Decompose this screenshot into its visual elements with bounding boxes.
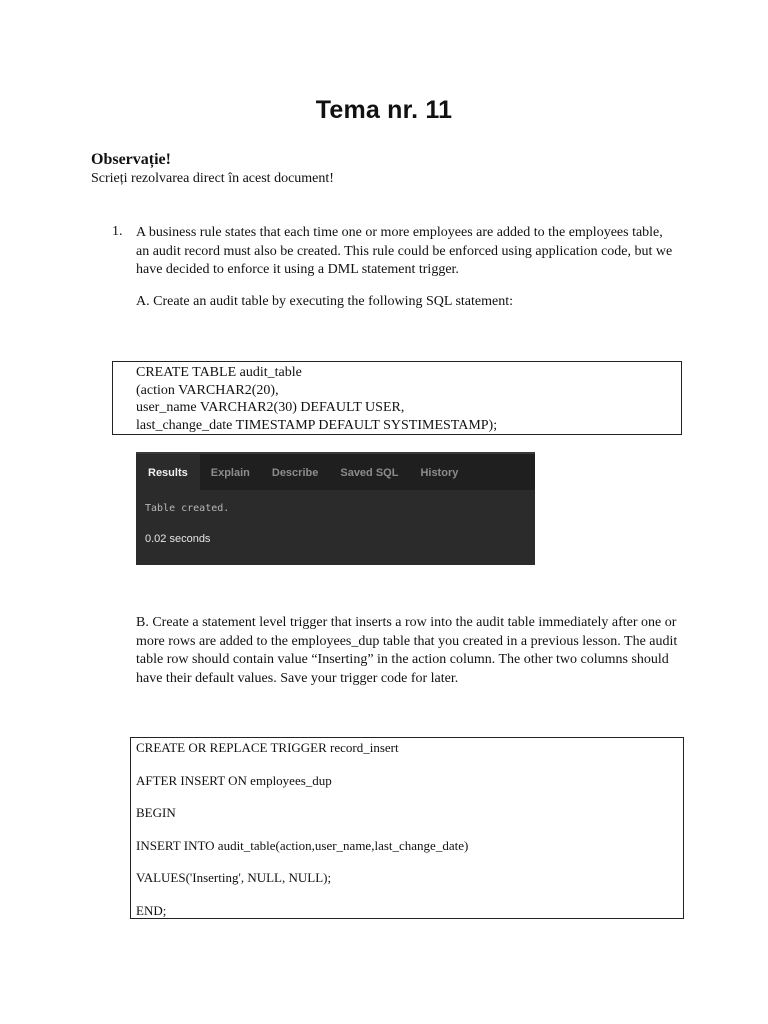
code-line: (action VARCHAR2(20), xyxy=(136,382,279,398)
observation-heading: Observație! xyxy=(91,151,171,168)
code-line: AFTER INSERT ON employees_dup xyxy=(136,772,332,788)
tab-explain[interactable]: Explain xyxy=(210,467,250,479)
part-a-instruction: A. Create an audit table by executing the following SQL statement: xyxy=(136,294,513,309)
results-tab-bar xyxy=(136,452,535,490)
tab-history[interactable]: History xyxy=(420,467,459,479)
tab-describe[interactable]: Describe xyxy=(271,467,319,479)
sql-results-panel xyxy=(136,452,535,565)
question-number: 1. xyxy=(112,224,123,239)
code-line: user_name VARCHAR2(30) DEFAULT USER, xyxy=(136,400,405,415)
code-line: INSERT INTO audit_table(action,user_name,last_change_date) xyxy=(136,837,469,853)
code-line: CREATE OR REPLACE TRIGGER record_insert xyxy=(136,740,399,755)
code-line: BEGIN xyxy=(136,805,176,820)
document-title: Tema nr. 11 xyxy=(315,96,453,124)
observation-text: Scrieți rezolvarea direct în acest document! xyxy=(91,171,334,186)
part-b-instruction: B. Create a statement level trigger that inserts a row into the audit table immediately after one or more rows are added to the employees_dup table that you created in a previous lesson. The audit table row should contain value “Inserting” in the action column. The other two columns should have their default values. Save your trigger code for later. xyxy=(136,615,678,686)
question-text: A business rule states that each time one or more employees are added to the employees table, an audit record must also be created. This rule could be enforced using application code, but we have decided to enforce it using a DML statement trigger. xyxy=(136,225,673,277)
code-line: CREATE TABLE audit_table xyxy=(136,365,302,380)
tab-saved-sql[interactable]: Saved SQL xyxy=(340,467,399,479)
sql-code-box-trigger xyxy=(130,737,684,919)
code-line: last_change_date TIMESTAMP DEFAULT SYSTIMESTAMP); xyxy=(136,417,498,433)
result-message: Table created. xyxy=(145,503,230,514)
sql-code-box-create-table xyxy=(112,361,682,435)
tab-results[interactable]: Results xyxy=(136,454,200,490)
code-line: VALUES('Inserting', NULL, NULL); xyxy=(136,870,332,885)
execution-time: 0.02 seconds xyxy=(145,533,211,545)
code-line: END; xyxy=(136,902,167,918)
